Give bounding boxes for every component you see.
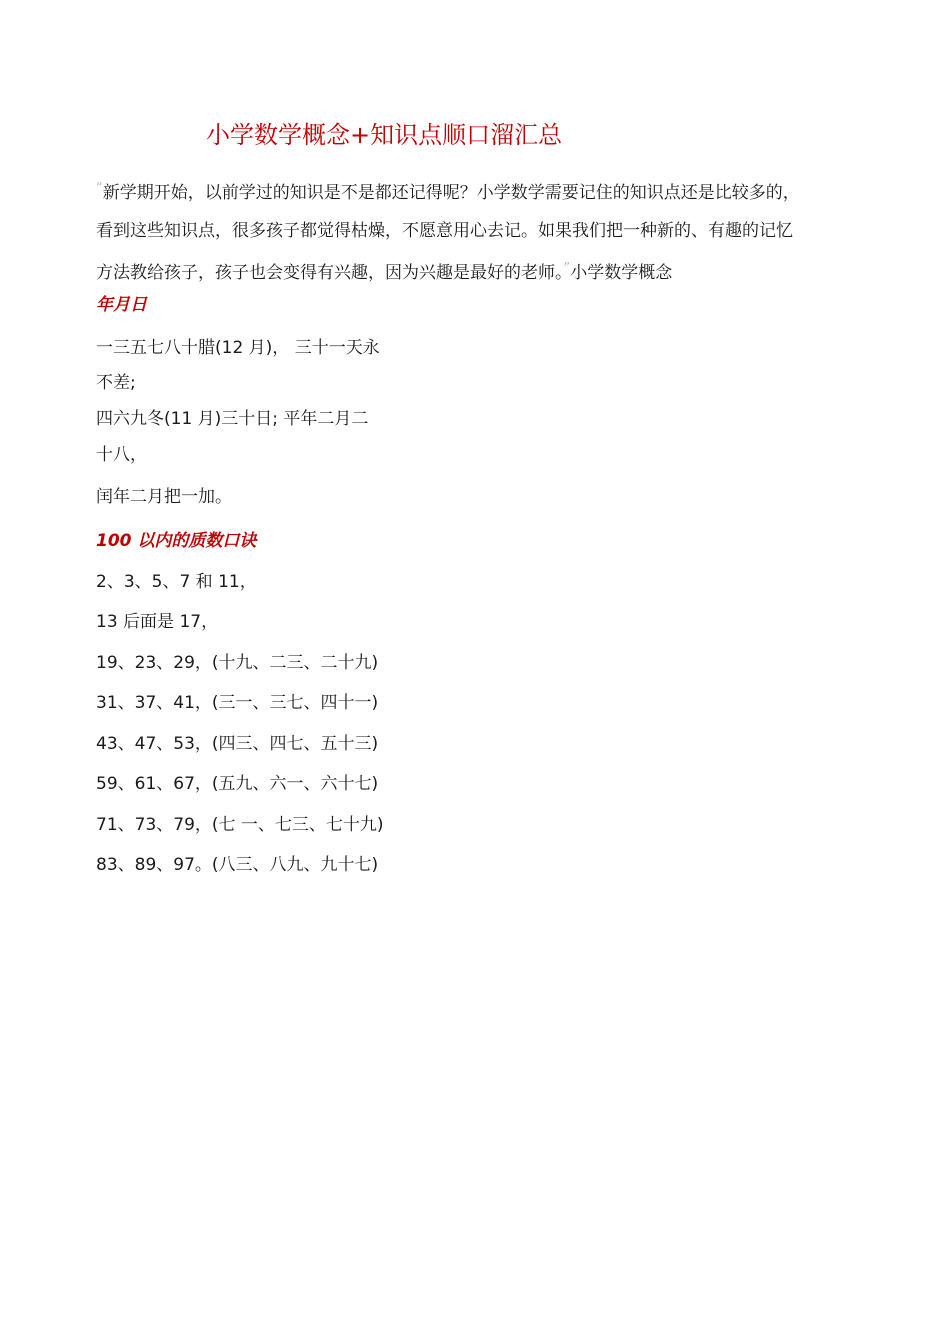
intro-text-3: 方法教给孩子，孩子也会变得有兴趣，因为兴趣是最好的老师。 [96,263,564,283]
calendar-line-5: 闰年二月把一加。 [96,487,232,507]
primes-line-2: 13 后面是 17， [96,612,219,632]
primes-line-6: 59、61、67，(五九、六一、六十七) [96,774,379,794]
primes-line-5: 43、47、53，(四三、四七、五十三) [96,734,379,754]
intro-line-2: 看到这些知识点，很多孩子都觉得枯燥，不愿意用心去记。如果我们把一种新的、有趣的记忆 [96,221,793,241]
primes-line-4: 31、37、41，(三一、三七、四十一) [96,693,379,713]
intro-line-3 [96,250,866,292]
primes-line-1: 2、3、5、7 和 11， [96,572,257,592]
open-quote: “ [96,181,103,196]
page-title: 小学数学概念+知识点顺口溜汇总 [206,121,563,149]
intro-tail: 小学数学概念 [570,263,673,283]
section-heading-calendar: 年月日 [96,295,147,315]
calendar-line-2: 不差; [96,373,136,393]
calendar-line-1: 一三五七八十腊(12 月)， 三十一天永 [96,338,380,358]
close-quote: ” [563,261,571,276]
section-heading-primes: 100 以内的质数口诀 [96,531,257,551]
primes-line-8: 83、89、97。(八三、八九、九十七) [96,855,379,875]
intro-text-1: 新学期开始，以前学过的知识是不是都还记得呢？小学数学需要记住的知识点还是比较多的， [102,183,800,203]
calendar-line-4: 十八， [96,445,147,465]
primes-line-3: 19、23、29，(十九、二三、二十九) [96,653,379,673]
primes-line-7: 71、73、79，(七 一、七三、七十九) [96,815,384,835]
intro-line-1 [96,170,866,212]
intro-paragraph [96,170,866,292]
calendar-line-3: 四六九冬(11 月)三十日; 平年二月二 [96,409,369,429]
